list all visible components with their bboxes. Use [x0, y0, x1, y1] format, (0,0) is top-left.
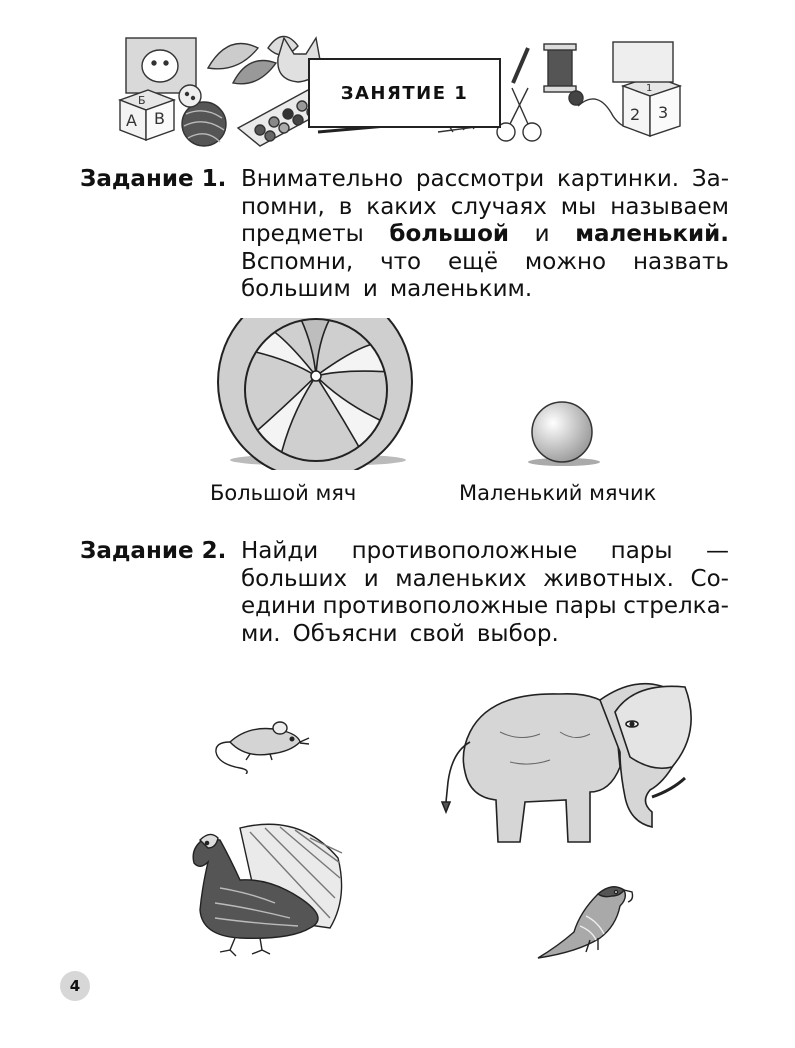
page-number: 4	[60, 971, 90, 1001]
yarn-ball-icon	[182, 102, 226, 146]
task1-line	[241, 249, 729, 277]
task1-word: назвать	[632, 248, 729, 275]
task2-word: пары	[610, 538, 673, 564]
picture-frame-icon	[613, 42, 673, 82]
task2-word: выбор.	[476, 620, 559, 647]
task1-text	[241, 166, 729, 304]
task1-word: и	[362, 276, 378, 302]
task2-line	[241, 538, 729, 566]
task2-word: и	[363, 565, 379, 592]
task1-word: каких	[366, 193, 437, 220]
task2-word: стрелка-	[623, 593, 729, 619]
task1-word: мы	[560, 193, 597, 220]
svg-text:3: 3	[658, 103, 669, 122]
task1-word: в	[338, 193, 353, 220]
task2-word: пары	[554, 593, 617, 619]
task2-line	[241, 566, 729, 594]
task2-word: Найди	[241, 538, 319, 564]
task1-word: маленький.	[575, 221, 729, 247]
task1-line	[241, 166, 729, 194]
number-cube-icon	[623, 76, 680, 136]
task1-word: За-	[691, 166, 729, 192]
task2-line	[241, 593, 729, 621]
task1-word: случаях	[450, 193, 547, 220]
task1-word: и	[534, 221, 550, 247]
task1-word: что	[380, 248, 422, 275]
thread-spool-icon	[544, 44, 576, 92]
task1-word: рассмотри	[415, 166, 545, 192]
big-ball-caption: Большой мяч	[210, 481, 357, 505]
scissors-icon	[497, 88, 541, 141]
small-ball-caption: Маленький мячик	[459, 481, 657, 505]
elephant-icon	[440, 672, 702, 852]
task1-line	[241, 194, 729, 222]
svg-text:В: В	[154, 109, 165, 128]
task2-word: Объясни	[292, 620, 398, 647]
task2-word: Со-	[690, 565, 729, 592]
sparrow-icon	[528, 876, 638, 960]
task1-word: ещё	[448, 248, 498, 275]
turkey-icon	[180, 818, 348, 958]
task1-word: помни,	[241, 193, 325, 220]
task2-label: Задание 2.	[80, 538, 227, 564]
letter-cubes-icon	[120, 90, 174, 140]
task1-line	[241, 276, 729, 304]
task2-line	[241, 621, 729, 649]
task1-label: Задание 1.	[80, 166, 227, 192]
task2-word: противоположные	[351, 538, 578, 564]
task1-word: большим	[241, 276, 351, 302]
task2-word: маленьких	[395, 565, 527, 592]
task1-word: Вспомни,	[241, 248, 354, 275]
task1-word: большой	[389, 221, 509, 247]
task2-word: ми.	[241, 620, 281, 647]
big-ball-stripes	[218, 318, 414, 464]
task1-word: Внимательно	[241, 166, 404, 192]
task2-word: едини	[241, 593, 316, 619]
task1-word: называем	[610, 193, 729, 220]
mouse-icon	[210, 712, 310, 774]
task1-word: картинки.	[556, 166, 680, 192]
svg-text:2: 2	[630, 105, 641, 124]
task1-word: маленьким.	[389, 276, 533, 302]
pencil-icon	[513, 48, 528, 83]
svg-text:А: А	[126, 111, 137, 130]
svg-text:Б: Б	[138, 94, 146, 107]
lesson-title: ЗАНЯТИЕ 1	[308, 58, 501, 128]
task2-word: —	[706, 538, 729, 564]
small-ball-icon	[520, 400, 606, 468]
task2-word: больших	[241, 565, 348, 592]
svg-text:1: 1	[646, 83, 653, 94]
task2-word: противоположные	[322, 593, 549, 619]
task1-line	[241, 221, 729, 249]
task2-text	[241, 538, 729, 648]
task2-word: свой	[409, 620, 465, 647]
task1-word: предметы	[241, 221, 364, 247]
task1-word: можно	[524, 248, 607, 275]
task2-word: животных.	[543, 565, 674, 592]
button-icon	[179, 85, 201, 107]
